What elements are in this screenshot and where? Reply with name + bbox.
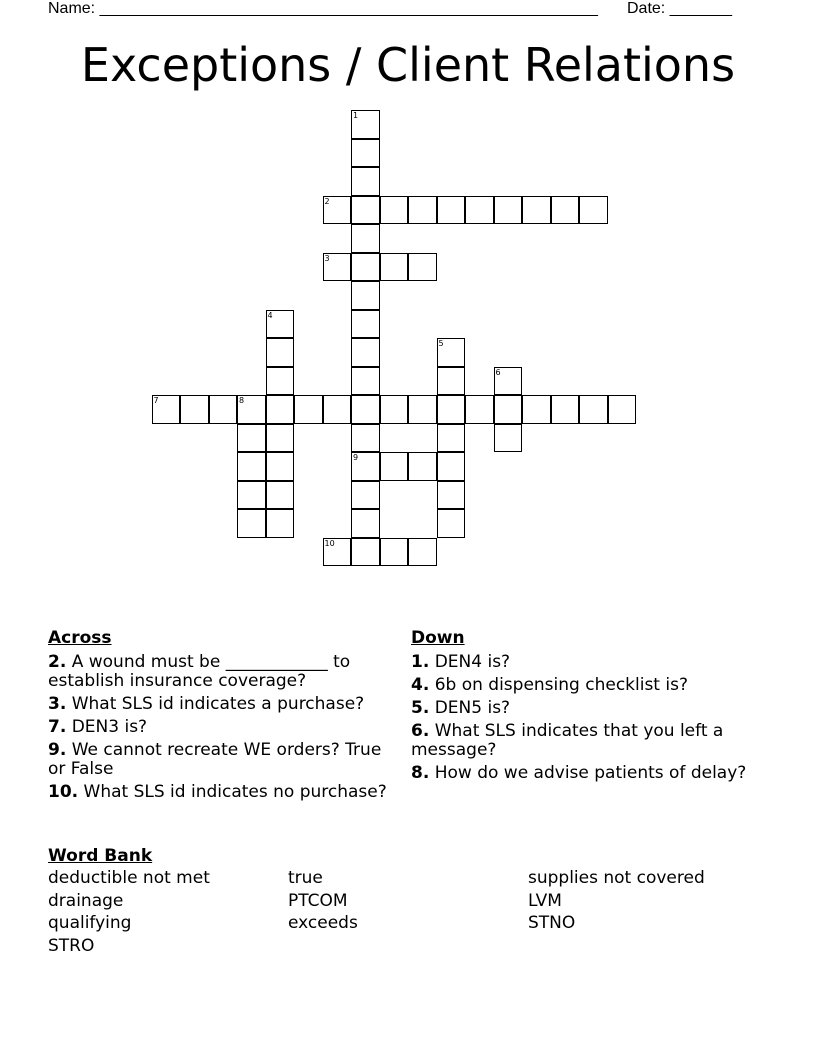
grid-cell[interactable] xyxy=(266,338,295,367)
clue-text: 6b on dispensing checklist is? xyxy=(429,675,688,695)
grid-cell[interactable] xyxy=(351,224,380,253)
grid-cell[interactable] xyxy=(351,110,380,139)
name-field-label: Name: ________________________________________________________ xyxy=(48,0,598,17)
grid-cell[interactable] xyxy=(551,395,580,424)
clue-number: 9 xyxy=(353,453,359,462)
clue-number: 1 xyxy=(353,111,359,120)
grid-cell[interactable] xyxy=(351,310,380,339)
grid-cell[interactable] xyxy=(380,452,409,481)
across-clue xyxy=(48,741,393,779)
grid-cell[interactable] xyxy=(351,452,380,481)
down-clue xyxy=(411,653,756,672)
grid-cell[interactable] xyxy=(323,395,352,424)
down-clues xyxy=(411,628,756,783)
grid-cell[interactable] xyxy=(380,538,409,567)
grid-cell[interactable] xyxy=(351,424,380,453)
grid-cell[interactable] xyxy=(437,367,466,396)
word-bank-item: exceeds xyxy=(288,913,358,933)
word-bank-item: deductible not met xyxy=(48,868,210,888)
clue-text: We cannot recreate WE orders? True or False xyxy=(48,740,382,779)
clue-number: 3 xyxy=(324,253,330,263)
grid-cell[interactable] xyxy=(437,424,466,453)
down-heading: Down xyxy=(411,628,465,648)
grid-cell[interactable] xyxy=(437,509,466,538)
grid-cell[interactable] xyxy=(408,196,437,225)
clue-text: DEN4 is? xyxy=(429,652,511,672)
clue-number: 2 xyxy=(324,196,330,206)
clue-text: DEN3 is? xyxy=(66,717,148,737)
grid-cell[interactable] xyxy=(237,481,266,510)
clue-number-label: 5. xyxy=(411,698,430,718)
grid-cell[interactable] xyxy=(180,395,209,424)
grid-cell[interactable] xyxy=(266,395,295,424)
grid-cell[interactable] xyxy=(494,367,523,396)
grid-cell[interactable] xyxy=(522,395,551,424)
down-clue xyxy=(411,699,756,718)
grid-cell[interactable] xyxy=(408,538,437,567)
clue-text: DEN5 is? xyxy=(429,698,511,718)
word-bank-item: drainage xyxy=(48,890,124,911)
grid-cell[interactable] xyxy=(323,538,352,567)
word-bank-item: supplies not covered xyxy=(528,868,705,888)
grid-cell[interactable] xyxy=(351,509,380,538)
clue-number: 10 xyxy=(324,538,335,548)
clue-number-label: 3. xyxy=(48,694,67,714)
grid-cell[interactable] xyxy=(437,196,466,225)
clue-number-label: 7. xyxy=(48,717,67,737)
grid-cell[interactable] xyxy=(494,395,523,424)
grid-cell[interactable] xyxy=(209,395,238,424)
grid-cell[interactable] xyxy=(237,452,266,481)
grid-cell[interactable] xyxy=(294,395,323,424)
grid-cell[interactable] xyxy=(351,281,380,310)
clue-number: 8 xyxy=(239,396,245,405)
grid-cell[interactable] xyxy=(351,367,380,396)
across-clues xyxy=(48,628,393,802)
clue-text: What SLS id indicates a purchase? xyxy=(66,694,365,714)
grid-cell[interactable] xyxy=(494,196,523,225)
clue-number-label: 6. xyxy=(411,721,430,741)
clue-text: What SLS indicates that you left a message? xyxy=(411,721,724,760)
word-bank-item: LVM xyxy=(528,890,562,911)
clue-number: 6 xyxy=(495,367,501,377)
grid-cell[interactable] xyxy=(351,139,380,168)
grid-cell[interactable] xyxy=(465,196,494,225)
clue-number-label: 2. xyxy=(48,652,67,672)
across-clue xyxy=(48,718,393,737)
clue-number: 5 xyxy=(438,339,444,348)
down-clue xyxy=(411,722,756,760)
page-title: Exceptions / Client Relations xyxy=(80,38,736,92)
grid-cell[interactable] xyxy=(266,481,295,510)
clue-number-label: 1. xyxy=(411,652,430,672)
grid-cell[interactable] xyxy=(437,395,466,424)
grid-cell[interactable] xyxy=(323,253,352,282)
grid-cell[interactable] xyxy=(351,196,380,225)
grid-cell[interactable] xyxy=(465,395,494,424)
grid-cell[interactable] xyxy=(408,253,437,282)
clue-number-label: 8. xyxy=(411,763,430,783)
grid-cell[interactable] xyxy=(380,395,409,424)
grid-cell[interactable] xyxy=(351,538,380,567)
grid-cell[interactable] xyxy=(380,196,409,225)
grid-cell[interactable] xyxy=(351,167,380,196)
grid-cell[interactable] xyxy=(437,338,466,367)
clue-number: 4 xyxy=(267,310,273,320)
grid-cell[interactable] xyxy=(351,395,380,424)
clue-number-label: 9. xyxy=(48,740,67,760)
grid-cell[interactable] xyxy=(351,481,380,510)
word-bank-item: STNO xyxy=(528,913,576,933)
grid-cell[interactable] xyxy=(579,395,608,424)
grid-cell[interactable] xyxy=(437,452,466,481)
clue-number-label: 10. xyxy=(48,782,79,802)
word-bank-item: qualifying xyxy=(48,913,132,933)
grid-cell[interactable] xyxy=(237,424,266,453)
grid-cell[interactable] xyxy=(152,395,181,424)
grid-cell[interactable] xyxy=(266,452,295,481)
grid-cell[interactable] xyxy=(266,424,295,453)
grid-cell[interactable] xyxy=(323,196,352,225)
word-bank-item: STRO xyxy=(48,935,95,956)
grid-cell[interactable] xyxy=(266,310,295,339)
grid-cell[interactable] xyxy=(437,481,466,510)
grid-cell[interactable] xyxy=(579,196,608,225)
grid-cell[interactable] xyxy=(380,253,409,282)
down-clue xyxy=(411,676,756,695)
word-bank-item: true xyxy=(288,868,323,888)
across-clue xyxy=(48,653,393,691)
grid-cell[interactable] xyxy=(494,424,523,453)
grid-cell[interactable] xyxy=(608,395,637,424)
clue-number-label: 4. xyxy=(411,675,430,695)
grid-cell[interactable] xyxy=(266,509,295,538)
clue-text: What SLS id indicates no purchase? xyxy=(78,782,387,802)
grid-cell[interactable] xyxy=(237,395,266,424)
grid-cell[interactable] xyxy=(408,452,437,481)
clue-number: 7 xyxy=(153,396,159,405)
word-bank-item: PTCOM xyxy=(288,890,348,911)
across-heading: Across xyxy=(48,628,112,648)
clue-text: How do we advise patients of delay? xyxy=(429,763,747,783)
grid-cell[interactable] xyxy=(351,338,380,367)
down-clue xyxy=(411,764,756,783)
across-clue xyxy=(48,695,393,714)
grid-cell[interactable] xyxy=(522,196,551,225)
word-bank-heading: Word Bank xyxy=(48,846,153,866)
across-clue xyxy=(48,783,393,802)
clue-text: A wound must be ____________ to establish insurance coverage? xyxy=(48,652,351,691)
grid-cell[interactable] xyxy=(408,395,437,424)
grid-cell[interactable] xyxy=(266,367,295,396)
grid-cell[interactable] xyxy=(551,196,580,225)
grid-cell[interactable] xyxy=(237,509,266,538)
grid-cell[interactable] xyxy=(351,253,380,282)
date-field-label: Date: _______ xyxy=(627,0,732,17)
